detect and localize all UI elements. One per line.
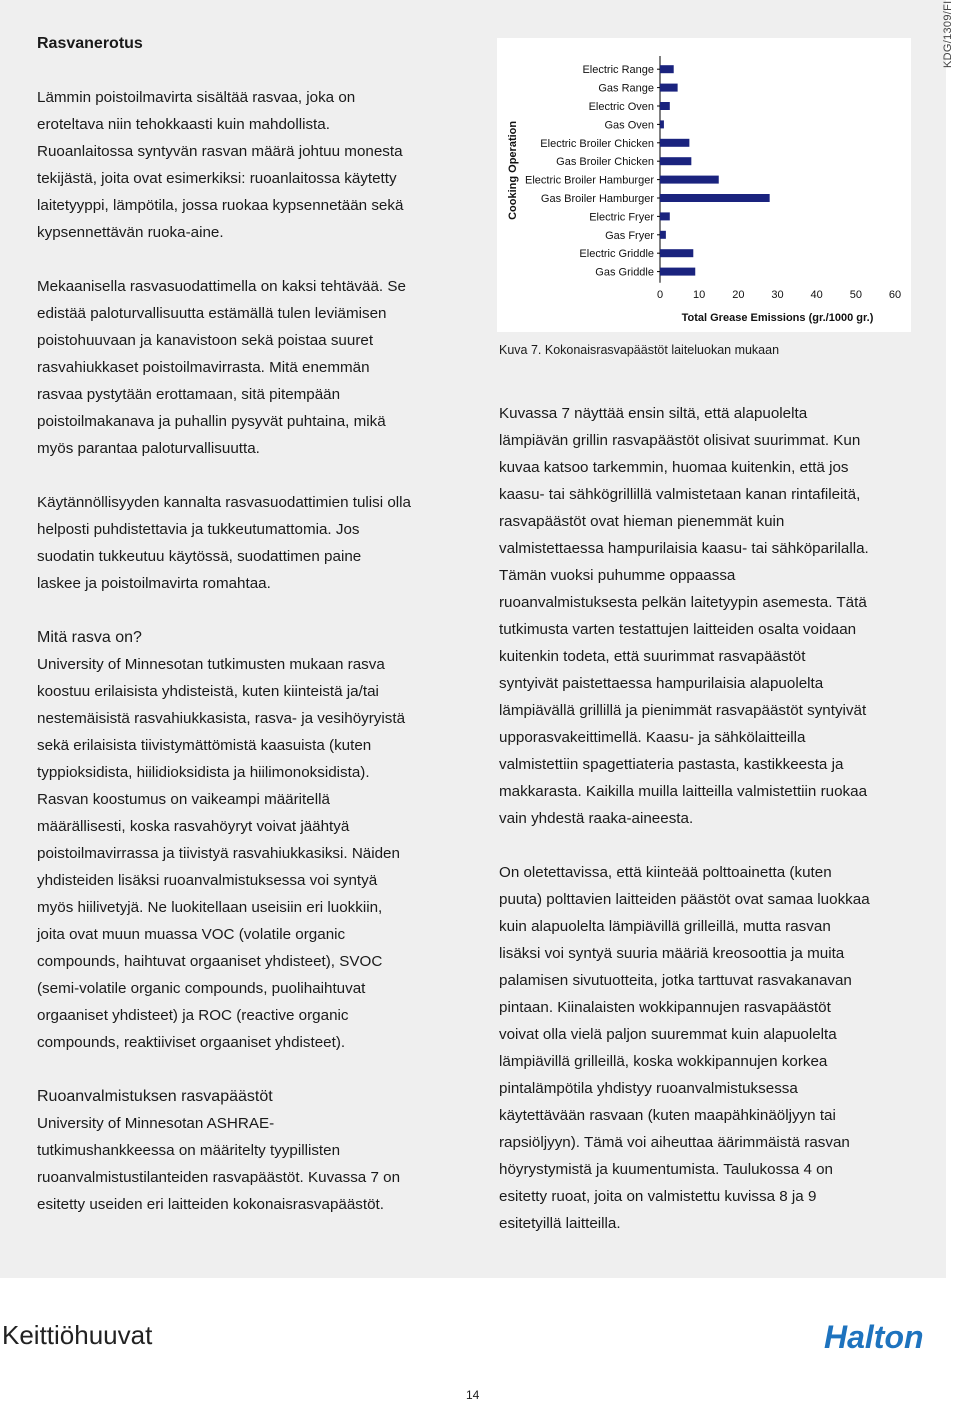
y-axis-label: Cooking Operation [507, 120, 519, 220]
x-tick-label: 50 [849, 289, 862, 301]
text-line: tutkimushankkeessa on määritelty tyypillisten [37, 1142, 341, 1159]
bar [660, 120, 664, 128]
text-line: ruoanvalmistustilanteiden rasvapäästöt. Kuvassa 7 on [37, 1169, 401, 1186]
category-label: Electric Griddle [579, 248, 654, 261]
text-line: esitetyillä laitteilla. [499, 1215, 621, 1232]
text-line: nestemäisistä rasvahiukkasista, rasva- ja vesihöyryistä [37, 710, 406, 727]
text-line: lämpiävän grillin rasvapäästöt olisivat suurimmat. Kun [499, 432, 861, 449]
category-label: Electric Oven [588, 101, 654, 113]
para-intro [37, 84, 457, 246]
text-line: rasvahiukkaset poistoilmavirrasta. Mitä enemmän [37, 359, 370, 376]
text-line: ruoanvalmistuksesta pelkän laitetyypin asemesta. Tätä [499, 594, 867, 611]
text-line: upporasvakeittimellä. Kaasu- ja sähkölaitteilla [499, 729, 806, 746]
heading-what-is-grease: Mitä rasva on? [37, 629, 142, 646]
text-line: rasvapäästöt ovat hieman pienemmät kuin [499, 513, 785, 530]
para-composition [37, 651, 457, 1056]
text-line: typpioksidista, hiilidioksidista ja hiilimonoksidista). [37, 764, 370, 781]
x-axis-label: Total Grease Emissions (gr./1000 gr.) [681, 312, 874, 324]
heading-cooking-emissions: Ruoanvalmistuksen rasvapäästöt [37, 1088, 273, 1105]
text-line: lämpiävällä grillillä ja pienimmät rasvapäästöt syntyivät [499, 702, 867, 719]
bar [660, 231, 666, 239]
logo-text: Halton [824, 1319, 924, 1354]
category-label: Electric Fryer [589, 211, 654, 224]
bar [660, 212, 670, 220]
x-tick-label: 40 [810, 289, 823, 301]
bar [660, 249, 693, 257]
text-line: tekijästä, joita ovat esimerkiksi: ruoanlaitossa käytetty [37, 170, 397, 187]
text-line: poistoilmavirrassa ja tiivistyä rasvahiukkasiksi. Näiden [37, 845, 400, 862]
text-line: kaasu- tai sähkögrillillä valmistetaan kanan rintafileitä, [499, 486, 861, 503]
text-line: laskee ja poistoilmavirta romahtaa. [37, 575, 271, 592]
para-solid-fuel [499, 859, 919, 1237]
left-column [37, 30, 457, 1218]
text-line: laitetyyppi, lämpötila, jossa ruokaa kypsennetään sekä [37, 197, 404, 214]
bar [660, 268, 695, 276]
text-line: höyrystymistä ja kuumentumista. Taulukossa 4 on [499, 1161, 833, 1178]
text-line: kuitenkin todeta, että suurimmat rasvapäästöt [499, 648, 806, 665]
figure-caption: Kuva 7. Kokonaisrasvapäästöt laiteluokan mukaan [499, 343, 780, 357]
text-line: rapsiöljyyn). Tämä voi aiheuttaa äärimmäistä rasvan [499, 1134, 850, 1151]
text-line: puuta) polttavien laitteiden päästöt ovat samaa luokkaa [499, 891, 870, 908]
text-line: compounds, reaktiiviset orgaaniset yhdisteet). [37, 1034, 346, 1051]
text-line: lämpiävillä grilleillä, koska wokkipannujen korkea [499, 1053, 828, 1070]
para-figure-analysis [499, 400, 919, 832]
text-line: Käytännöllisyyden kannalta rasvasuodattimien tulisi olla [37, 494, 411, 511]
para-practicality [37, 489, 457, 597]
text-line: syntyivät paistettaessa hampurilaisia alapuolelta [499, 675, 824, 692]
text-line: makkarasta. Kaikilla muilla laitteilla valmistettiin ruokaa [499, 783, 868, 800]
text-line: sekä erilaisista tiivistymättömistä kaasuista (kuten [37, 737, 372, 754]
text-line: kypsennettävän ruoka-aine. [37, 224, 224, 241]
text-line: pintalämpötila yhdistyy ruoanvalmistuksessa [499, 1080, 798, 1097]
text-line: Rasvan koostumus on vaikeampi määritellä [37, 791, 330, 808]
text-line: palamisen sivutuotteita, jotka tarttuvat rasvakanavan [499, 972, 852, 989]
halton-logo [822, 1318, 946, 1354]
category-label: Gas Broiler Chicken [556, 156, 654, 169]
text-line: compounds, haihtuvat orgaaniset yhdisteet), SVOC [37, 953, 383, 970]
category-label: Gas Range [598, 82, 654, 95]
para-filter-tasks [37, 273, 457, 462]
category-label: Gas Broiler Hamburger [540, 193, 654, 205]
text-line: University of Minnesotan tutkimusten mukaan rasva [37, 656, 385, 673]
bar [660, 176, 719, 184]
x-tick-label: 60 [888, 289, 902, 301]
text-line: käytettävään rasvaan (kuten maapähkinäöljyyn tai [499, 1107, 836, 1124]
bar [660, 194, 770, 202]
bar [660, 65, 674, 73]
category-label: Gas Oven [604, 119, 654, 132]
page-number: 14 [466, 1388, 480, 1402]
category-label: Electric Broiler Hamburger [525, 174, 654, 187]
text-line: pintaan. Kiinalaisten wokkipannujen rasvapäästöt [499, 999, 831, 1016]
text-line: valmistettiin spagettiateria pastasta, kastikkeesta ja [499, 756, 844, 773]
text-line: orgaaniset yhdisteet) ja ROC (reactive organic [37, 1007, 349, 1024]
text-line: tutkimusta varten testattujen laitteiden osalta voidaan [499, 621, 857, 638]
text-line: Tämän vuoksi puhumme oppaassa [499, 567, 736, 584]
text-line: Lämmin poistoilmavirta sisältää rasvaa, joka on [37, 89, 356, 106]
x-tick-label: 10 [693, 289, 706, 301]
bar [660, 139, 689, 147]
text-line: myös hiilivetyjä. Ne luokitellaan useisiin eri luokkiin, [37, 899, 383, 916]
category-label: Electric Range [582, 64, 654, 77]
text-line: esitetty useiden eri laitteiden kokonaisrasvapäästöt. [37, 1196, 384, 1213]
text-line: On oletettavissa, että kiinteää polttoainetta (kuten [499, 864, 832, 881]
bar [660, 102, 670, 110]
x-tick-label: 30 [771, 289, 784, 301]
text-line: määrällisesti, koska rasvahöyryt voivat jäähtyä [37, 818, 350, 835]
text-line: edistää paloturvallisuutta estämällä tulen leviämisen [37, 305, 387, 322]
text-line: suodatin tukkeutuu käytössä, suodattimen paine [37, 548, 362, 565]
document-code: KDG/1309/FI [942, 0, 954, 68]
text-line: University of Minnesotan ASHRAE- [37, 1115, 275, 1132]
text-line: koostuu erilaisista yhdisteistä, kuten kiinteistä ja/tai [37, 683, 379, 700]
para-ashrae [37, 1110, 457, 1218]
text-line: valmistettaessa hampurilaisia kaasu- tai sähköparilalla. [499, 540, 869, 557]
text-line: Kuvassa 7 näyttää ensin siltä, että alapuolelta [499, 405, 808, 422]
text-line: kuin alapuolelta lämpiävillä grilleillä, mutta rasvan [499, 918, 831, 935]
emissions-chart [497, 38, 911, 332]
text-line: kuvaa katsoo tarkemmin, huomaa kuitenkin, että jos [499, 459, 849, 476]
text-line: Ruoanlaitossa syntyvän rasvan määrä johtuu monesta [37, 143, 403, 160]
x-tick-label: 0 [656, 289, 664, 301]
text-line: Mekaanisella rasvasuodattimella on kaksi tehtävää. Se [37, 278, 406, 295]
bar [660, 157, 691, 165]
text-line: rasvaa pystytään erottamaan, sitä pitempään [37, 386, 341, 403]
footer-title: Keittiöhuuvat [2, 1320, 153, 1350]
text-line: eroteltava niin tehokkaasti kuin mahdollista. [37, 116, 330, 133]
text-line: voivat olla vielä paljon suuremmat kuin alapuolelta [499, 1026, 837, 1043]
text-line: yhdisteiden lisäksi ruoanvalmistuksessa voi syntyä [37, 872, 378, 889]
text-line: myös parantaa paloturvallisuutta. [37, 440, 260, 457]
category-label: Gas Griddle [595, 266, 654, 279]
text-line: (semi-volatile organic compounds, puolihaihtuvat [37, 980, 366, 997]
text-line: poistohuuvaan ja kanavistoon sekä poistaa suuret [37, 332, 374, 349]
text-line: vain yhdestä raaka-aineesta. [499, 810, 694, 827]
text-line: poistoilmakanava ja puhallin pysyvät puhtaina, mikä [37, 413, 386, 430]
text-line: helposti puhdistettavia ja tukkeutumattomia. Jos [37, 521, 360, 538]
chart-svg [497, 38, 911, 332]
bar [660, 84, 678, 92]
x-tick-label: 20 [732, 289, 745, 301]
text-line: lisäksi voi syntyä suuria määriä kreosoottia ja muita [499, 945, 845, 962]
right-column [499, 400, 919, 1237]
text-line: esitetty ruoat, joita on valmistettu kuvissa 8 ja 9 [499, 1188, 817, 1205]
category-label: Gas Fryer [605, 229, 654, 242]
heading-rasvanerotus: Rasvanerotus [37, 35, 143, 52]
text-line: joita ovat muun muassa VOC (volatile organic [37, 926, 346, 943]
category-label: Electric Broiler Chicken [540, 137, 654, 150]
